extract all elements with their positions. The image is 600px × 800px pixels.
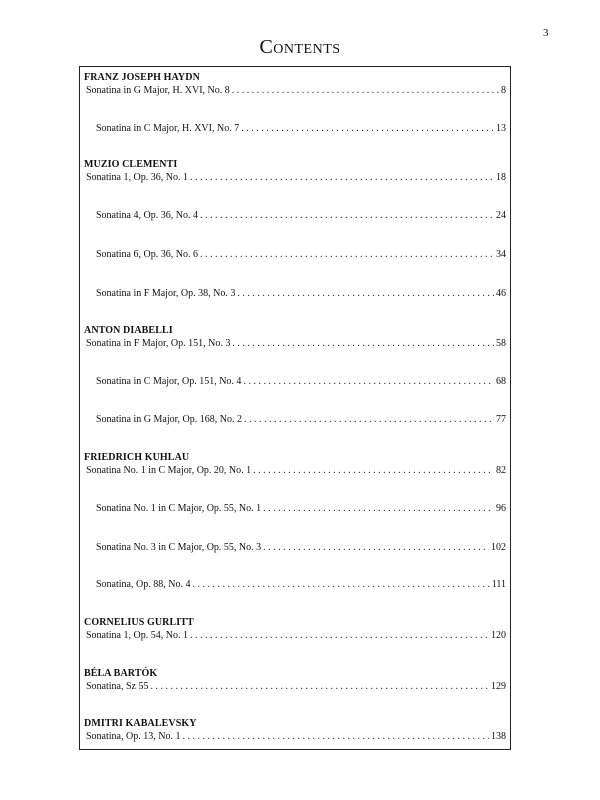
toc-entry[interactable] — [86, 630, 506, 641]
entry-page: 13 — [496, 123, 506, 134]
entry-page: 46 — [496, 288, 506, 299]
entry-title: Sonatina 6, Op. 36, No. 6 — [96, 249, 198, 260]
entry-page: 129 — [491, 681, 506, 692]
dot-leader — [190, 172, 494, 183]
dot-leader — [232, 338, 494, 349]
dot-leader — [190, 630, 489, 641]
composer-heading: BÉLA BARTÓK — [84, 668, 158, 679]
dot-leader — [241, 123, 494, 134]
entry-page: 96 — [496, 503, 506, 514]
entry-title: Sonatina in C Major, H. XVI, No. 7 — [96, 123, 240, 134]
dot-leader — [243, 376, 494, 387]
toc-entry[interactable] — [96, 249, 506, 260]
composer-heading: ANTON DIABELLI — [84, 325, 173, 336]
toc-entry[interactable] — [96, 123, 506, 134]
entry-title: Sonatina No. 3 in C Major, Op. 55, No. 3 — [96, 542, 262, 553]
entry-title: Sonatina in F Major, Op. 38, No. 3 — [96, 288, 236, 299]
entry-title: Sonatina, Sz 55 — [86, 681, 149, 692]
toc-entry[interactable] — [96, 414, 506, 425]
entry-page: 34 — [496, 249, 506, 260]
toc-entry[interactable] — [86, 85, 506, 96]
composer-heading: DMITRI KABALEVSKY — [84, 718, 197, 729]
toc-entry[interactable] — [96, 210, 506, 221]
toc-entry[interactable] — [86, 731, 506, 742]
page-number: 3 — [543, 27, 549, 39]
toc-entry[interactable] — [96, 579, 506, 590]
dot-leader — [200, 210, 494, 221]
entry-page: 8 — [501, 85, 506, 96]
entry-title: Sonatina in F Major, Op. 151, No. 3 — [86, 338, 231, 349]
dot-leader — [263, 542, 489, 553]
entry-title: Sonatina No. 1 in C Major, Op. 20, No. 1 — [86, 465, 252, 476]
toc-entry[interactable] — [96, 288, 506, 299]
entry-page: 138 — [491, 731, 506, 742]
entry-title: Sonatina in G Major, H. XVI, No. 8 — [86, 85, 230, 96]
page-title: Contents — [259, 36, 341, 58]
entry-title: Sonatina 1, Op. 54, No. 1 — [86, 630, 188, 641]
composer-heading: FRIEDRICH KUHLAU — [84, 452, 190, 463]
entry-title: Sonatina, Op. 88, No. 4 — [96, 579, 191, 590]
entry-title: Sonatina, Op. 13, No. 1 — [86, 731, 181, 742]
toc-entry[interactable] — [96, 503, 506, 514]
entry-page: 58 — [496, 338, 506, 349]
dot-leader — [237, 288, 494, 299]
entry-page: 77 — [496, 414, 506, 425]
entry-title: Sonatina in C Major, Op. 151, No. 4 — [96, 376, 242, 387]
toc-entry[interactable] — [96, 542, 506, 553]
dot-leader — [151, 681, 490, 692]
entry-title: Sonatina No. 1 in C Major, Op. 55, No. 1 — [96, 503, 262, 514]
entry-page: 24 — [496, 210, 506, 221]
entry-title: Sonatina 4, Op. 36, No. 4 — [96, 210, 198, 221]
dot-leader — [263, 503, 494, 514]
toc-entry[interactable] — [86, 681, 506, 692]
toc-entry[interactable] — [86, 465, 506, 476]
dot-leader — [200, 249, 494, 260]
dot-leader — [192, 579, 489, 590]
composer-heading: CORNELIUS GURLITT — [84, 617, 194, 628]
toc-entry[interactable] — [86, 172, 506, 183]
entry-page: 82 — [496, 465, 506, 476]
entry-title: Sonatina in G Major, Op. 168, No. 2 — [96, 414, 242, 425]
entry-page: 102 — [491, 542, 506, 553]
entry-page: 18 — [496, 172, 506, 183]
entry-title: Sonatina 1, Op. 36, No. 1 — [86, 172, 188, 183]
dot-leader — [182, 731, 489, 742]
dot-leader — [244, 414, 494, 425]
composer-heading: FRANZ JOSEPH HAYDN — [84, 72, 200, 83]
entry-page: 120 — [491, 630, 506, 641]
toc-entry[interactable] — [96, 376, 506, 387]
composer-heading: MUZIO CLEMENTI — [84, 159, 178, 170]
entry-page: 68 — [496, 376, 506, 387]
toc-entry[interactable] — [86, 338, 506, 349]
dot-leader — [232, 85, 499, 96]
dot-leader — [253, 465, 494, 476]
entry-page: 111 — [491, 579, 506, 590]
